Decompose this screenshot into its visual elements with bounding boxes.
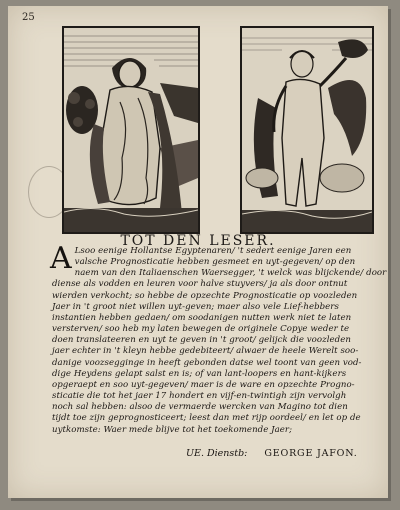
signature-name: GEORGE JAFON.: [264, 448, 358, 459]
drop-initial: A: [50, 241, 72, 276]
text-line: valsche Prognosticatie hebben gesmeet en uyt-gegeven/ op den: [74, 257, 356, 268]
woodcut-right-figure: [240, 26, 374, 234]
text-line: sticatie die tot het jaer 17 hondert en vijf-en-twintigh zijn vervolgh: [52, 391, 347, 402]
text-line: dige Heydens gelapt salst en is; of van lant-loopers en hant-kijkers: [52, 368, 347, 379]
text-line: opgeraept en soo uyt-gegeven/ maer is de ware en opzechte Progno-: [52, 379, 355, 390]
text-line: diense als vodden en leuren voor halve stuyvers/ ja als door ontnut: [52, 279, 348, 290]
text-line: danige voozsegginge in heeft gebonden datse wel toont van geen vod-: [52, 357, 362, 368]
text-line: tijdt toe zijn geprognosticeert; leest dan met rijp oordeel/ en let op de: [52, 413, 361, 424]
text-line: doen translateeren en uyt te geven in 't groot/ gelijck die voozleden: [52, 335, 351, 346]
heading: TOT DEN LESER.: [120, 233, 276, 249]
text-line: Jaer in 't groot niet willen uyt-geven; maer also vele Lief-hebbers: [52, 301, 339, 312]
text-line: noch sal hebben: alsoo de vermaerde wercken van Magino tot dien: [52, 402, 348, 413]
text-line: naem van den Italiaenschen Waersegger, 't welck was blijckende/ door: [74, 268, 387, 279]
text-line: versterven/ soo heb my laten bewegen de originele Copye weder te: [52, 324, 350, 335]
text-line: jaer echter in 't kleyn hebbe gedebiteert/ alwaer de heele Werelt soo-: [52, 346, 359, 357]
text-line: Lsoo eenige Hollantse Egyptenaren/ 't sedert eenige Jaren een: [74, 246, 352, 256]
signature-salutation: UE. Dienstb:: [186, 448, 248, 459]
text-line: instantien hebben gedaen/ om soodanigen nutten werk niet te laten: [52, 312, 352, 323]
text-line: uytkomste: Waer mede blijve tot het toekomende Jaer;: [52, 424, 293, 435]
signature: [186, 448, 376, 459]
woodcut-left-figure: [62, 26, 200, 234]
page-number: 25: [22, 12, 35, 23]
text-line: wierden verkocht; so hebbe de opzechte Prognosticatie op voozleden: [52, 290, 358, 301]
